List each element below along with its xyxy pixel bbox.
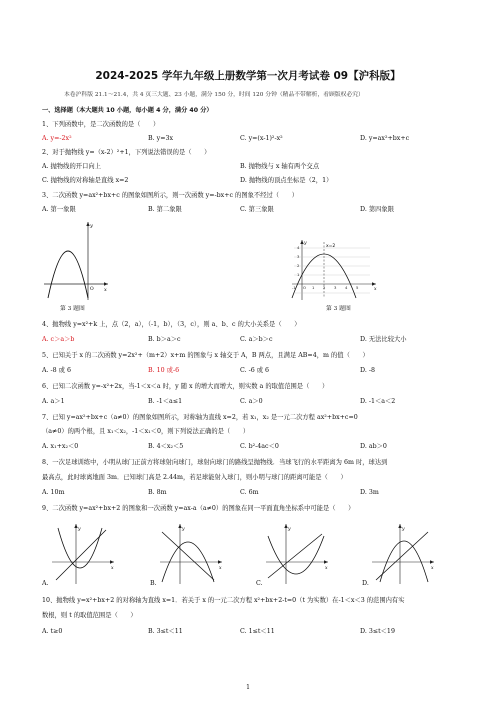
svg-text:x: x bbox=[219, 566, 222, 571]
q2-option-d: D. 抛物线的顶点坐标是（2，1） bbox=[240, 177, 333, 184]
q7-option-c: C. b²-4ac＜0 bbox=[240, 443, 279, 450]
q9-graph-a bbox=[50, 522, 118, 586]
svg-text:1: 1 bbox=[312, 285, 315, 290]
svg-text:y: y bbox=[304, 241, 307, 246]
svg-text:y: y bbox=[288, 527, 291, 532]
q5-option-b: B. 10 或-6 bbox=[148, 367, 180, 374]
q10-stem-line1: 10、抛物线 y=x²+bx+2 的对称轴为直线 x=1．若关于 x 的一元二次方程 x²+bx+2-t=0（t 为实数）在-1＜x＜3 的范围内有实 bbox=[42, 597, 405, 604]
q2-option-a: A. 抛物线的开口向上 bbox=[42, 163, 101, 170]
page-title: 2024-2025 学年九年级上册数学第一次月考试卷 09【沪科版】 bbox=[95, 70, 401, 82]
q1-option-b: B. y=3x bbox=[148, 135, 174, 142]
q8-stem-line1: 8、一次足球训练中，小明从球门正前方将球射向球门，球射向球门的路线呈抛物线．当球飞行的水平距离为 6m 时，球达到 bbox=[42, 459, 388, 466]
q7-option-a: A. x₁+x₂＜0 bbox=[42, 443, 79, 450]
svg-text:y: y bbox=[90, 223, 93, 229]
q6-option-d: D. -1＜a＜2 bbox=[360, 398, 396, 405]
q1-option-a: A. y=-2x² bbox=[42, 135, 72, 142]
q8-option-a: A. 10m bbox=[42, 489, 65, 496]
q9-graph-d bbox=[370, 522, 438, 586]
q7-stem-line2: （a≠0）的两个根，且 x₁＜x₂，-1＜x₁＜0，则下列说法正确的是（ ） bbox=[42, 428, 250, 435]
q9-option-b: B. bbox=[150, 580, 157, 587]
q7-option-d: D. ab＞0 bbox=[360, 443, 387, 450]
q9-option-c: C. bbox=[256, 580, 263, 587]
q9-option-d: D. bbox=[362, 580, 369, 587]
svg-text:-1: -1 bbox=[292, 285, 296, 290]
svg-text:x: x bbox=[111, 566, 114, 571]
svg-text:x: x bbox=[325, 566, 328, 571]
q4-option-b: B. b＞a＞c bbox=[148, 336, 181, 343]
q5-option-d: D. -8 bbox=[360, 367, 375, 374]
q1-option-d: D. y=ax²+bx+c bbox=[360, 135, 410, 142]
q3-figure-left bbox=[42, 218, 112, 302]
q3-figure-right bbox=[290, 238, 380, 302]
q9-stem: 9、二次函数 y=ax²+bx+2 的图象和一次函数 y=ax-a（a≠0）的图象在同一平面直角坐标系中可能是（ ） bbox=[42, 505, 355, 512]
svg-text:3: 3 bbox=[334, 285, 337, 290]
svg-text:1: 1 bbox=[297, 272, 300, 277]
svg-text:O: O bbox=[303, 285, 306, 290]
q3-option-b: B. 第二象限 bbox=[148, 206, 182, 213]
q3-figure-right-caption: 第 3 题图 bbox=[326, 306, 351, 312]
q2-option-b: B. 抛物线与 x 轴有两个交点 bbox=[240, 163, 320, 170]
q8-option-b: B. 8m bbox=[148, 489, 167, 496]
svg-text:5: 5 bbox=[356, 285, 359, 290]
q3-option-d: D. 第四象限 bbox=[360, 206, 395, 213]
q7-option-b: B. 4＜x₂＜5 bbox=[148, 443, 184, 450]
q4-option-a: A. c＞a＞b bbox=[42, 336, 75, 343]
q6-option-a: A. a＞1 bbox=[42, 398, 65, 405]
q8-stem-line2: 最高点，此时球离地面 3m．已知球门高是 2.44m，若足球能射入球门，则小明与球门的距离可能是（ ） bbox=[42, 474, 347, 481]
q7-stem-line1: 7、已知 y=ax²+bx+c（a≠0）的图象如图所示，对称轴为直线 x=2，若 x₁，x₂ 是一元二次方程 ax²+bx+c=0 bbox=[42, 414, 358, 421]
q5-stem: 5、已知关于 x 的二次函数 y=2x²+（m+2）x+m 的图象与 x 轴交于 A，B 两点，且满足 AB=4，m 的值（ ） bbox=[42, 352, 369, 359]
svg-text:O: O bbox=[90, 287, 94, 292]
svg-text:2: 2 bbox=[323, 285, 326, 290]
svg-text:y: y bbox=[78, 527, 81, 532]
svg-text:x: x bbox=[104, 287, 107, 293]
q4-stem: 4、抛物线 y=x²+k 上，点（2，a），（-1，b），（3，c），则 a、b、c 的大小关系是（ ） bbox=[42, 321, 301, 328]
q9-graph-b bbox=[158, 522, 226, 586]
svg-text:4: 4 bbox=[297, 245, 300, 250]
q6-option-c: C. a＞0 bbox=[240, 398, 263, 405]
q6-option-b: B. -1＜a≤1 bbox=[148, 398, 183, 405]
q10-option-a: A. t≥0 bbox=[42, 628, 63, 635]
q6-stem: 6、已知二次函数 y=-x²+2x，当-1＜x＜a 时，y 随 x 的增大而增大，则实数 a 的取值范围是（ ） bbox=[42, 383, 329, 390]
q4-option-c: C. a＞b＞c bbox=[240, 336, 273, 343]
q10-option-d: D. 3≤t＜19 bbox=[360, 628, 395, 635]
q3-stem: 3、二次函数 y=ax²+bx+c 的图象如图所示，则一次函数 y=-bx+c 的图象不经过（ ） bbox=[42, 192, 298, 199]
svg-text:x: x bbox=[374, 287, 377, 292]
svg-text:y: y bbox=[402, 527, 405, 532]
q8-option-d: D. 3m bbox=[360, 489, 379, 496]
q3-figure-left-caption: 第 3 题图 bbox=[60, 306, 85, 312]
q2-option-c: C. 抛物线的对称轴是直线 x=2 bbox=[42, 177, 129, 184]
svg-text:y: y bbox=[182, 527, 185, 532]
q5-option-a: A. -8 或 6 bbox=[42, 367, 71, 374]
q3-figure-right-axis-label: x=2 bbox=[326, 244, 336, 249]
q2-stem: 2、对于抛物线 y=（x-2）²+1，下列说法错误的是（ ） bbox=[42, 149, 211, 156]
q10-option-c: C. 1≤t＜11 bbox=[240, 628, 275, 635]
q3-option-c: C. 第三象限 bbox=[240, 206, 274, 213]
svg-text:3: 3 bbox=[297, 254, 300, 259]
svg-text:4: 4 bbox=[345, 285, 348, 290]
q5-option-c: C. -6 或 6 bbox=[240, 367, 270, 374]
q3-option-a: A. 第一象限 bbox=[42, 206, 76, 213]
q1-stem: 1、下列函数中，是二次函数的是（ ） bbox=[42, 121, 160, 128]
svg-text:x: x bbox=[431, 566, 434, 571]
q9-option-a: A. bbox=[42, 580, 49, 587]
q9-graph-c bbox=[264, 522, 332, 586]
q10-stem-line2: 数根，则 t 的取值范围是（ ） bbox=[42, 612, 137, 619]
q8-option-c: C. 6m bbox=[240, 489, 259, 496]
section-heading: 一、选择题（本大题共 10 小题，每小题 4 分，满分 40 分） bbox=[42, 107, 213, 114]
svg-text:2: 2 bbox=[297, 263, 300, 268]
q1-option-c: C. y=(x-1)²-x² bbox=[240, 135, 283, 142]
q4-option-d: D. 无法比较大小 bbox=[360, 336, 407, 343]
page-number: 1 bbox=[246, 684, 250, 691]
exam-subtitle: 本卷沪科版 21.1～21.4，共 4 页三大题、23 小题，满分 150 分，时间 120 分钟（精品不带解析，看顾版权必究） bbox=[64, 92, 364, 98]
q10-option-b: B. 3≤t＜11 bbox=[148, 628, 183, 635]
